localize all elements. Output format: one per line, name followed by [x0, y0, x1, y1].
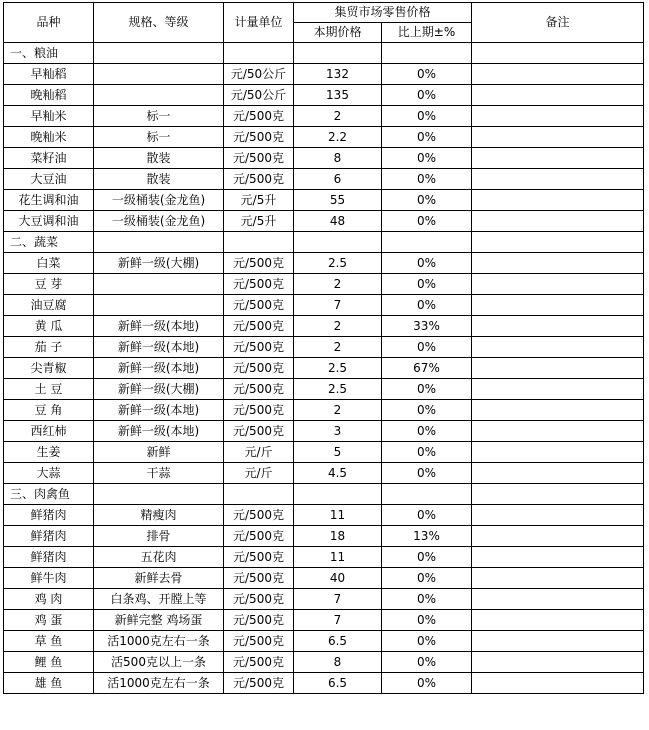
item-name-cell: 鸡 蛋: [4, 610, 94, 631]
unit-cell: 元/500克: [224, 400, 294, 421]
empty-cell: [294, 232, 382, 253]
spec-cell: 标一: [94, 127, 224, 148]
table-row: [4, 526, 644, 547]
item-name-cell: 大豆调和油: [4, 211, 94, 232]
price-cell: 7: [294, 610, 382, 631]
item-name-cell: 雄 鱼: [4, 673, 94, 694]
spec-cell: 新鲜一级(大棚): [94, 253, 224, 274]
change-cell: 13%: [382, 526, 472, 547]
empty-cell: [294, 484, 382, 505]
empty-cell: [94, 43, 224, 64]
empty-cell: [382, 232, 472, 253]
item-name-cell: 尖青椒: [4, 358, 94, 379]
unit-cell: 元/500克: [224, 526, 294, 547]
note-cell: [472, 463, 644, 484]
change-cell: 0%: [382, 610, 472, 631]
unit-cell: 元/500克: [224, 610, 294, 631]
spec-cell: 一级桶装(金龙鱼): [94, 211, 224, 232]
unit-cell: 元/500克: [224, 358, 294, 379]
price-cell: 2: [294, 337, 382, 358]
unit-cell: 元/500克: [224, 295, 294, 316]
spec-cell: 活500克以上一条: [94, 652, 224, 673]
item-name-cell: 豆 角: [4, 400, 94, 421]
section-row: [4, 232, 644, 253]
change-cell: 33%: [382, 316, 472, 337]
note-cell: [472, 106, 644, 127]
table-row: [4, 589, 644, 610]
item-name-cell: 早籼米: [4, 106, 94, 127]
table-row: [4, 568, 644, 589]
table-row: [4, 505, 644, 526]
note-cell: [472, 379, 644, 400]
table-header: [4, 3, 644, 43]
table-row: [4, 316, 644, 337]
note-cell: [472, 253, 644, 274]
spec-cell: 新鲜一级(大棚): [94, 379, 224, 400]
change-cell: 0%: [382, 589, 472, 610]
note-cell: [472, 421, 644, 442]
spec-cell: 一级桶装(金龙鱼): [94, 190, 224, 211]
item-name-cell: 西红柿: [4, 421, 94, 442]
price-cell: 18: [294, 526, 382, 547]
empty-cell: [224, 484, 294, 505]
unit-cell: 元/500克: [224, 421, 294, 442]
note-cell: [472, 148, 644, 169]
unit-cell: 元/500克: [224, 253, 294, 274]
spec-cell: 白条鸡、开膛上等: [94, 589, 224, 610]
note-cell: [472, 85, 644, 106]
item-name-cell: 大蒜: [4, 463, 94, 484]
table-row: [4, 64, 644, 85]
note-cell: [472, 631, 644, 652]
price-cell: 11: [294, 547, 382, 568]
item-name-cell: 土 豆: [4, 379, 94, 400]
note-cell: [472, 127, 644, 148]
empty-cell: [94, 232, 224, 253]
spec-cell: 标一: [94, 106, 224, 127]
item-name-cell: 早籼稻: [4, 64, 94, 85]
empty-cell: [224, 232, 294, 253]
spec-cell: [94, 85, 224, 106]
price-cell: 2.5: [294, 253, 382, 274]
item-name-cell: 鸡 肉: [4, 589, 94, 610]
table-body: [4, 43, 644, 694]
unit-cell: 元/500克: [224, 127, 294, 148]
spec-cell: [94, 295, 224, 316]
note-cell: [472, 547, 644, 568]
price-cell: 4.5: [294, 463, 382, 484]
spec-cell: 新鲜一级(本地): [94, 358, 224, 379]
note-cell: [472, 169, 644, 190]
unit-cell: 元/500克: [224, 568, 294, 589]
change-cell: 0%: [382, 568, 472, 589]
price-cell: 7: [294, 295, 382, 316]
change-cell: 0%: [382, 295, 472, 316]
spec-cell: 新鲜一级(本地): [94, 421, 224, 442]
section-title: 三、肉禽鱼: [4, 484, 94, 505]
table-row: [4, 547, 644, 568]
empty-cell: [224, 43, 294, 64]
unit-cell: 元/500克: [224, 547, 294, 568]
note-cell: [472, 526, 644, 547]
table-row: [4, 421, 644, 442]
change-cell: 0%: [382, 169, 472, 190]
note-cell: [472, 610, 644, 631]
note-cell: [472, 652, 644, 673]
table-row: [4, 253, 644, 274]
change-cell: 0%: [382, 442, 472, 463]
note-cell: [472, 568, 644, 589]
item-name-cell: 花生调和油: [4, 190, 94, 211]
unit-cell: 元/500克: [224, 106, 294, 127]
price-cell: 2: [294, 400, 382, 421]
table-row: [4, 274, 644, 295]
price-table: [3, 2, 644, 694]
price-cell: 3: [294, 421, 382, 442]
change-cell: 0%: [382, 652, 472, 673]
note-cell: [472, 400, 644, 421]
table-row: [4, 673, 644, 694]
note-cell: [472, 358, 644, 379]
spec-cell: 新鲜: [94, 442, 224, 463]
change-cell: 0%: [382, 379, 472, 400]
unit-cell: 元/斤: [224, 463, 294, 484]
item-name-cell: 晚籼米: [4, 127, 94, 148]
item-name-cell: 鲤 鱼: [4, 652, 94, 673]
unit-cell: 元/500克: [224, 589, 294, 610]
price-cell: 2.5: [294, 379, 382, 400]
spec-cell: 排骨: [94, 526, 224, 547]
table-row: [4, 442, 644, 463]
table-row: [4, 400, 644, 421]
unit-cell: 元/500克: [224, 148, 294, 169]
spec-cell: 五花肉: [94, 547, 224, 568]
empty-cell: [472, 232, 644, 253]
change-cell: 0%: [382, 106, 472, 127]
empty-cell: [94, 484, 224, 505]
header-change: 比上期±%: [382, 23, 472, 43]
change-cell: 0%: [382, 337, 472, 358]
spec-cell: 新鲜一级(本地): [94, 400, 224, 421]
change-cell: 0%: [382, 148, 472, 169]
price-cell: 55: [294, 190, 382, 211]
item-name-cell: 鲜猪肉: [4, 526, 94, 547]
table-row: [4, 652, 644, 673]
item-name-cell: 晚籼稻: [4, 85, 94, 106]
price-cell: 2.2: [294, 127, 382, 148]
spec-cell: [94, 64, 224, 85]
table-row: [4, 379, 644, 400]
spec-cell: 散装: [94, 169, 224, 190]
note-cell: [472, 673, 644, 694]
price-cell: 6: [294, 169, 382, 190]
spec-cell: [94, 274, 224, 295]
table-row: [4, 85, 644, 106]
note-cell: [472, 505, 644, 526]
empty-cell: [382, 43, 472, 64]
spec-cell: 新鲜一级(本地): [94, 337, 224, 358]
note-cell: [472, 316, 644, 337]
spec-cell: 新鲜去骨: [94, 568, 224, 589]
price-cell: 48: [294, 211, 382, 232]
note-cell: [472, 295, 644, 316]
price-cell: 7: [294, 589, 382, 610]
change-cell: 0%: [382, 190, 472, 211]
table-row: [4, 190, 644, 211]
unit-cell: 元/500克: [224, 379, 294, 400]
unit-cell: 元/500克: [224, 652, 294, 673]
section-row: [4, 43, 644, 64]
note-cell: [472, 64, 644, 85]
header-current-price: 本期价格: [294, 23, 382, 43]
section-title: 一、粮油: [4, 43, 94, 64]
table-row: [4, 463, 644, 484]
note-cell: [472, 190, 644, 211]
item-name-cell: 生姜: [4, 442, 94, 463]
item-name-cell: 黄 瓜: [4, 316, 94, 337]
note-cell: [472, 274, 644, 295]
price-cell: 11: [294, 505, 382, 526]
unit-cell: 元/500克: [224, 337, 294, 358]
table-row: [4, 358, 644, 379]
price-cell: 40: [294, 568, 382, 589]
table-row: [4, 169, 644, 190]
change-cell: 0%: [382, 463, 472, 484]
price-cell: 2: [294, 106, 382, 127]
item-name-cell: 油豆腐: [4, 295, 94, 316]
table-row: [4, 106, 644, 127]
change-cell: 0%: [382, 421, 472, 442]
price-cell: 2.5: [294, 358, 382, 379]
note-cell: [472, 589, 644, 610]
spec-cell: 散装: [94, 148, 224, 169]
item-name-cell: 鲜猪肉: [4, 505, 94, 526]
change-cell: 0%: [382, 673, 472, 694]
unit-cell: 元/50公斤: [224, 64, 294, 85]
change-cell: 0%: [382, 85, 472, 106]
item-name-cell: 茄 子: [4, 337, 94, 358]
header-market-price: 集贸市场零售价格: [294, 3, 472, 23]
change-cell: 0%: [382, 127, 472, 148]
table-row: [4, 148, 644, 169]
unit-cell: 元/5升: [224, 211, 294, 232]
table-row: [4, 127, 644, 148]
change-cell: 0%: [382, 400, 472, 421]
section-row: [4, 484, 644, 505]
unit-cell: 元/500克: [224, 169, 294, 190]
unit-cell: 元/斤: [224, 442, 294, 463]
note-cell: [472, 442, 644, 463]
spec-cell: 活1000克左右一条: [94, 673, 224, 694]
table-row: [4, 295, 644, 316]
note-cell: [472, 337, 644, 358]
header-unit: 计量单位: [224, 3, 294, 43]
spec-cell: 新鲜一级(本地): [94, 316, 224, 337]
empty-cell: [294, 43, 382, 64]
change-cell: 0%: [382, 547, 472, 568]
price-cell: 135: [294, 85, 382, 106]
table-row: [4, 631, 644, 652]
note-cell: [472, 211, 644, 232]
price-cell: 8: [294, 652, 382, 673]
price-cell: 6.5: [294, 631, 382, 652]
change-cell: 0%: [382, 253, 472, 274]
unit-cell: 元/500克: [224, 631, 294, 652]
section-title: 二、蔬菜: [4, 232, 94, 253]
change-cell: 0%: [382, 64, 472, 85]
unit-cell: 元/500克: [224, 673, 294, 694]
empty-cell: [472, 484, 644, 505]
unit-cell: 元/500克: [224, 316, 294, 337]
empty-cell: [472, 43, 644, 64]
spec-cell: 精瘦肉: [94, 505, 224, 526]
price-cell: 8: [294, 148, 382, 169]
price-cell: 2: [294, 316, 382, 337]
price-cell: 2: [294, 274, 382, 295]
unit-cell: 元/50公斤: [224, 85, 294, 106]
item-name-cell: 大豆油: [4, 169, 94, 190]
unit-cell: 元/500克: [224, 274, 294, 295]
spec-cell: 活1000克左右一条: [94, 631, 224, 652]
header-spec: 规格、等级: [94, 3, 224, 43]
item-name-cell: 白菜: [4, 253, 94, 274]
price-cell: 6.5: [294, 673, 382, 694]
unit-cell: 元/500克: [224, 505, 294, 526]
item-name-cell: 豆 芽: [4, 274, 94, 295]
table-row: [4, 610, 644, 631]
unit-cell: 元/5升: [224, 190, 294, 211]
change-cell: 0%: [382, 211, 472, 232]
item-name-cell: 菜籽油: [4, 148, 94, 169]
change-cell: 0%: [382, 274, 472, 295]
change-cell: 0%: [382, 631, 472, 652]
item-name-cell: 鲜猪肉: [4, 547, 94, 568]
price-cell: 132: [294, 64, 382, 85]
item-name-cell: 草 鱼: [4, 631, 94, 652]
header-name: 品种: [4, 3, 94, 43]
spec-cell: 干蒜: [94, 463, 224, 484]
table-row: [4, 211, 644, 232]
empty-cell: [382, 484, 472, 505]
item-name-cell: 鲜牛肉: [4, 568, 94, 589]
table-row: [4, 337, 644, 358]
change-cell: 67%: [382, 358, 472, 379]
change-cell: 0%: [382, 505, 472, 526]
price-cell: 5: [294, 442, 382, 463]
header-note: 备注: [472, 3, 644, 43]
spec-cell: 新鲜完整 鸡场蛋: [94, 610, 224, 631]
